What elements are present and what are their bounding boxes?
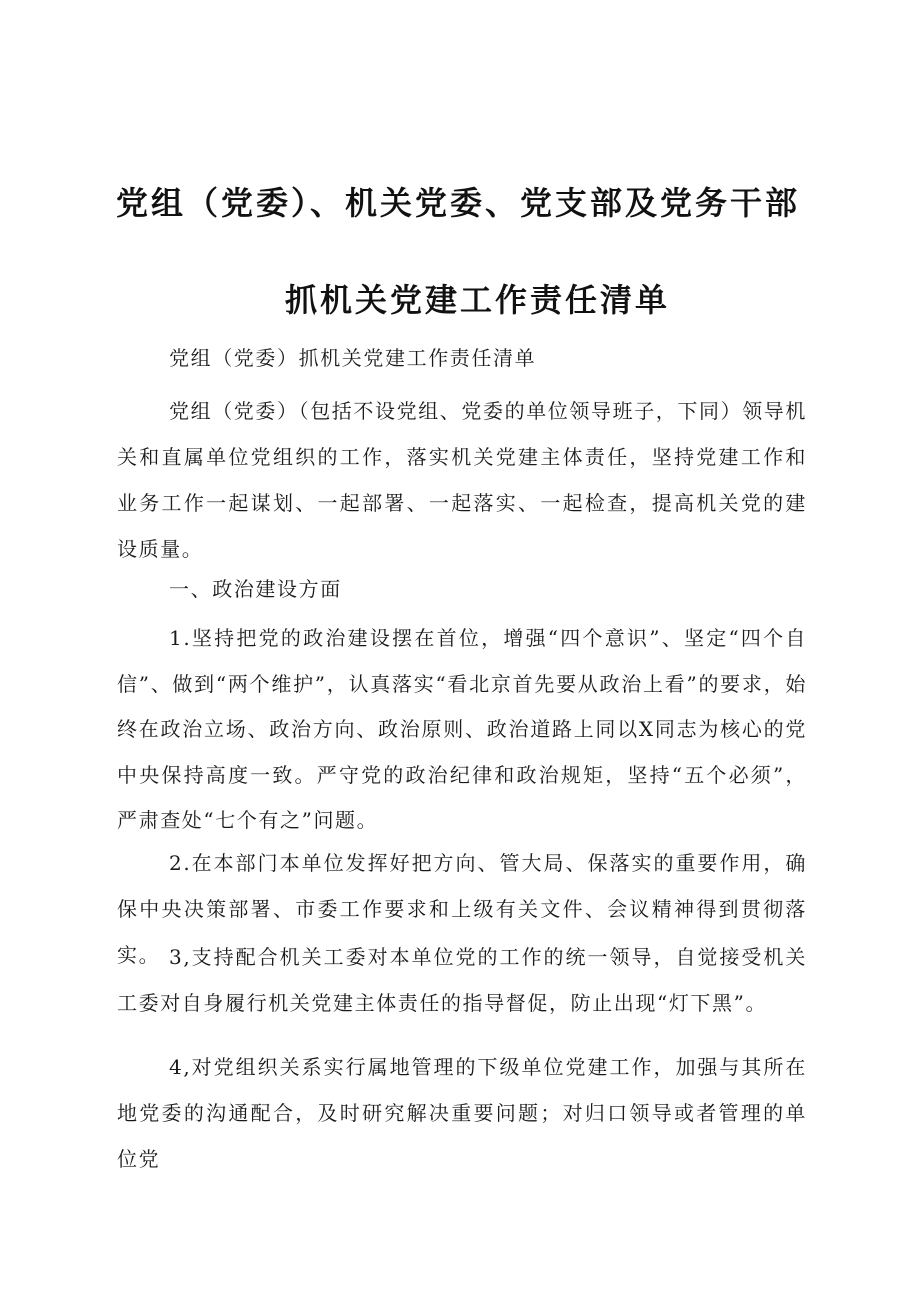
intro-paragraph: 党组（党委）（包括不设党组、党委的单位领导班子，下同）领导机关和直属单位党组织的工作，落实机关党建主体责任，坚持党建工作和业务工作一起谋划、一起部署、一起落实、一起检查，提高机关党的建设质量。 (117, 399, 807, 561)
list-item: 3,支持配合机关工委对本单位党的工作的统一领导，自觉接受机关工委对自身履行机关党建主体责任的指导督促，防止出现“灯下黑”。 (117, 945, 807, 1015)
list-item: 4,对党组织关系实行属地管理的下级单位党建工作，加强与其所在地党委的沟通配合，及时研究解决重要问题；对归口领导或者管理的单位党 (117, 1055, 807, 1171)
document-title-line-1: 党组（党委）、机关党委、党支部及党务干部 (116, 184, 801, 222)
section-heading: 一、政治建设方面 (169, 577, 342, 601)
list-item: 2.在本部门本单位发挥好把方向、管大局、保落实的重要作用，确保中央决策部署、市委工作要求和上级有关文件、会议精神得到贯彻落实。 (117, 851, 807, 967)
document-title-line-2: 抓机关党建工作责任清单 (285, 281, 671, 319)
list-item: 1.坚持把党的政治建设摆在首位，增强“四个意识”、坚定“四个自信”、做到“两个维护”，认真落实“看北京首先要从政治上看”的要求，始终在政治立场、政治方向、政治原则、政治道路上同以X同志为核心的党中央保持高度一致。严守党的政治纪律和政治规矩，坚持“五个必须”，严肃查处“七个有之”问题。 (117, 626, 807, 832)
subheading: 党组（党委）抓机关党建工作责任清单 (169, 346, 537, 370)
